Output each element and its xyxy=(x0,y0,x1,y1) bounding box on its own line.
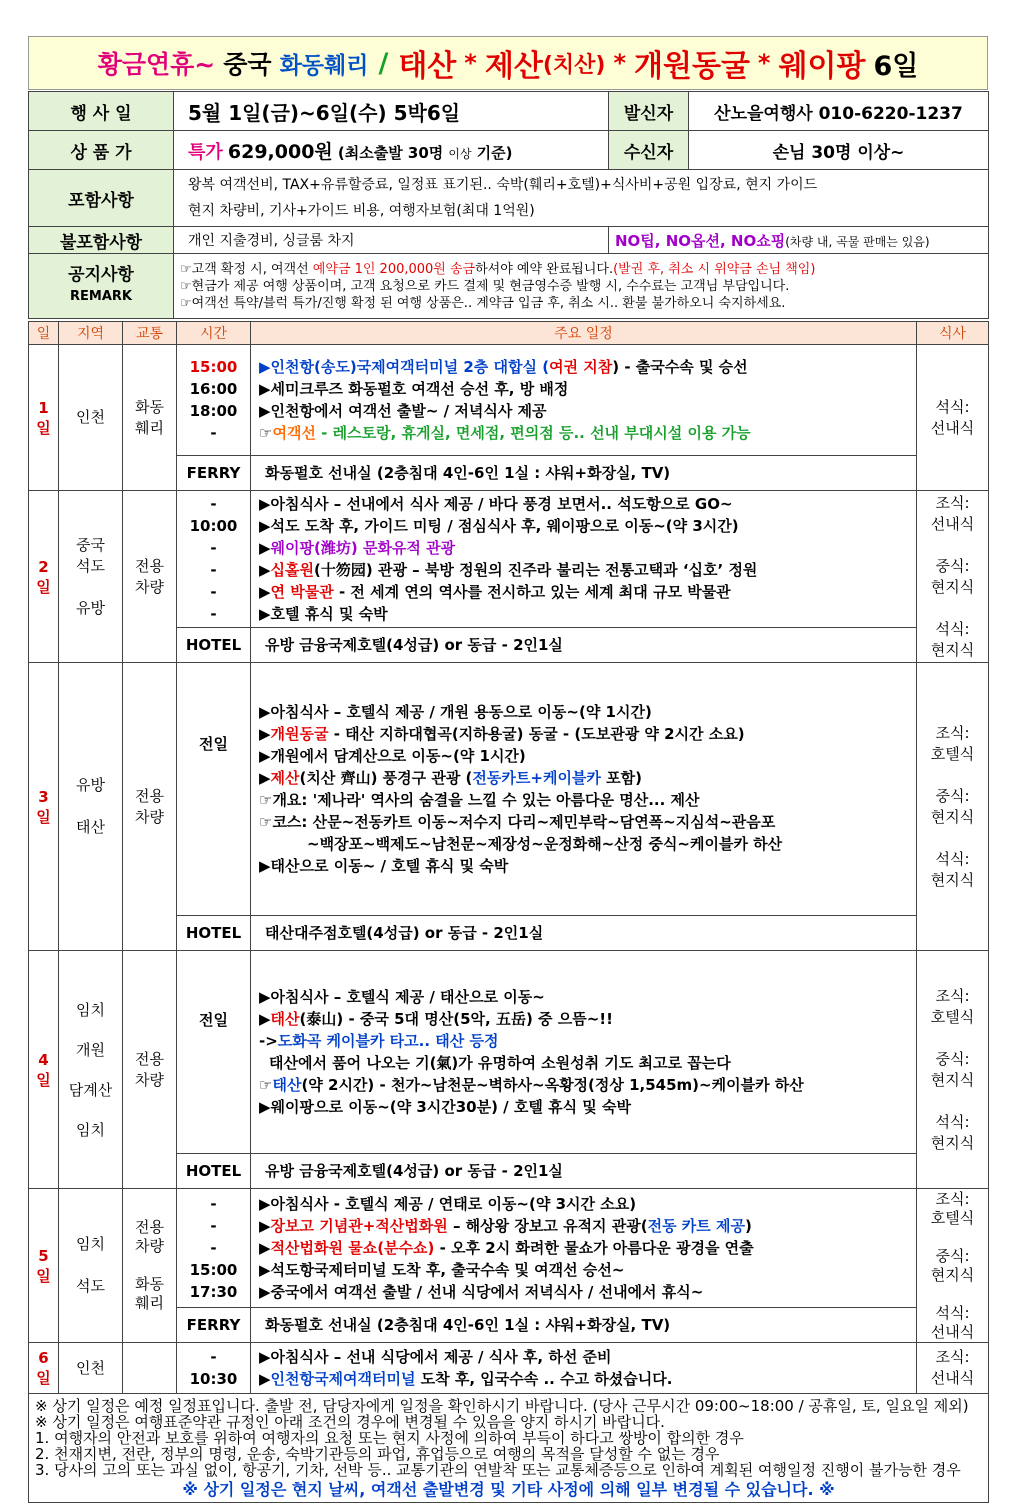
col-day: 일 xyxy=(29,322,59,345)
footer-line: 1. 여행자의 안전과 보호를 위하여 여행자의 요청 또는 현지 사정에 의하여 부득이 하다고 쌍방이 합의한 경우 xyxy=(35,1429,744,1447)
schedule-line: ▶석도 도착 후, 가이드 미팅 / 점심식사 후, 웨이팡으로 이동~(약 3시간) xyxy=(259,517,739,535)
schedule-text: 도착 후, 입국수속 .. 수고 하셨습니다. xyxy=(415,1370,673,1388)
day-schedule xyxy=(251,1343,917,1394)
stay-label: HOTEL xyxy=(177,628,251,663)
title-jesan: 제산 xyxy=(484,49,543,84)
schedule-text: ▶ xyxy=(259,1217,271,1235)
price-note3: 기준) xyxy=(476,143,513,162)
notice-text-part: 하셔야 예약 완료됩니다. xyxy=(475,261,614,277)
schedule-highlight: 개원동굴 xyxy=(270,725,329,743)
exclude-note: (차량 내, 곡물 판매는 있음) xyxy=(785,234,930,249)
stay-value: 태산대주점호텔(4성급) or 동급 - 2인1실 xyxy=(251,916,917,951)
footer-line: 3. 당사의 고의 또는 과실 없이, 항공기, 기차, 선박 등.. 교통기관의 연발착 또는 교통체증등으로 인하여 계획된 여행일정 진행이 불가능한 경우 xyxy=(35,1461,961,1479)
schedule-text: – 해상왕 장보고 유적지 관광( xyxy=(447,1217,648,1235)
notice-label: 공지사항 xyxy=(68,265,134,285)
include-line: 왕복 여객선비, TAX+유류할증료, 일정표 표기된.. 숙박(훼리+호텔)+식사비+공원 입장료, 현지 가이드 xyxy=(188,177,818,193)
schedule-text: ▶ xyxy=(259,539,271,557)
day-number: 5 일 xyxy=(29,1189,59,1343)
schedule-line xyxy=(259,356,916,378)
title-weifang: 웨이팡 xyxy=(778,49,866,84)
day-times: 15:00 16:00 18:00 - xyxy=(177,345,251,456)
notice-label-cell xyxy=(29,254,174,319)
schedule-highlight: 인천항국제여객터미널 xyxy=(270,1370,416,1388)
day-number: 1 일 xyxy=(29,345,59,491)
day-meal: 석식: 선내식 xyxy=(917,345,989,491)
day-times: - 10:00 - - - - xyxy=(177,491,251,628)
schedule-highlight: 태산 xyxy=(272,1076,302,1094)
day-number: 4 일 xyxy=(29,951,59,1189)
schedule-highlight: 십홀원 xyxy=(270,561,315,579)
notice-line xyxy=(180,261,988,278)
schedule-line: ▶개원에서 담계산으로 이동~(약 1시간) xyxy=(259,747,526,765)
notice-deposit: 예약금 1인 200,000원 송금 xyxy=(312,261,476,277)
schedule-highlight: 태산 xyxy=(270,1010,300,1028)
exclude-value: 개인 지출경비, 싱글룸 차지 xyxy=(174,227,609,254)
stay-label: HOTEL xyxy=(177,1154,251,1189)
schedule-text: (泰山) - 중국 5대 명산(5악, 五岳) 중 으뜸~!! xyxy=(299,1010,613,1028)
schedule-text: (치산 齊山) 풍경구 관광 ( xyxy=(299,769,473,787)
schedule-highlight: 전동 카트 제공 xyxy=(647,1217,745,1235)
schedule-line: ▶아침식사 – 선내 식당에서 제공 / 식사 후, 하선 준비 xyxy=(259,1348,612,1366)
schedule-text: ▶인천항(송도)국제여객터미널 2층 대합실 ( xyxy=(259,358,550,376)
schedule-line: ☞개요: '제나라' 역사의 숨결을 느낄 수 있는 아름다운 명산... 제산 xyxy=(259,791,700,809)
receiver-value: 손님 30명 이상~ xyxy=(689,131,989,170)
day-number: 3 일 xyxy=(29,663,59,951)
notice-text xyxy=(174,254,989,319)
schedule-line: ▶아침식사 – 호텔식 제공 / 개원 용동으로 이동~(약 1시간) xyxy=(259,703,652,721)
schedule-line: ▶아침식사 – 호텔식 제공 / 태산으로 이동~ xyxy=(259,988,545,1006)
notice-line: ☞현금가 제공 여행 상품이며, 고객 요청으로 카드 결제 및 현금영수증 발행 시, 수수료는 고객님 부담입니다. xyxy=(180,278,790,294)
schedule-line: ▶아침식사 – 선내에서 식사 제공 / 바다 풍경 보면서.. 석도항으로 GO~ xyxy=(259,495,733,513)
stay-value: 화동펄호 선내실 (2층침대 4인-6인 1실 : 샤워+화장실, TV) xyxy=(251,456,917,491)
footer-line: 2. 천재지변, 전란, 정부의 명령, 운송, 숙박기관등의 파업, 휴업등으로 여행의 목적을 달성할 수 없는 경우 xyxy=(35,1445,720,1463)
title-taishan: 태산 xyxy=(398,49,457,84)
col-region: 지역 xyxy=(59,322,123,345)
stay-label: FERRY xyxy=(177,456,251,491)
schedule-line xyxy=(259,723,916,745)
notice-text-part: ☞고객 확정 시, 여객선 xyxy=(180,261,313,277)
schedule-line xyxy=(259,422,916,444)
page-title xyxy=(28,36,988,90)
schedule-line: ~백장포~백제도~남천문~제장성~운정화해~산정 중식~케이블카 하산 xyxy=(307,835,783,853)
day-schedule xyxy=(251,345,917,456)
sender-label: 발신자 xyxy=(609,92,689,131)
day-transport: 전용 차량 xyxy=(123,951,177,1189)
price-note2: 이상 xyxy=(448,146,472,161)
day-transport xyxy=(123,1343,177,1394)
day-region: 중국 석도 유방 xyxy=(59,491,123,663)
schedule-text: 포함) xyxy=(600,769,642,787)
day-transport: 전용 차량 화동 훼리 xyxy=(123,1189,177,1343)
schedule-text: ☞ xyxy=(259,1076,273,1094)
day-schedule xyxy=(251,1189,917,1308)
col-schedule: 주요 일정 xyxy=(251,322,917,345)
schedule-line xyxy=(259,537,916,559)
day-meal: 조식: 호텔식 중식: 현지식 석식: 현지식 xyxy=(917,951,989,1189)
schedule-highlight: 여객선 xyxy=(272,424,316,442)
day-transport: 전용 차량 xyxy=(123,663,177,951)
price-special: 특가 xyxy=(188,141,223,163)
schedule-line xyxy=(259,767,916,789)
schedule-line: ▶세미크루즈 화동펄호 여객선 승선 후, 방 배정 xyxy=(259,380,569,398)
include-line: 현지 차량비, 기사+가이드 비용, 여행자보험(최대 1억원) xyxy=(188,203,535,219)
schedule-line: ▶중국에서 여객선 출발 / 선내 식당에서 저녁식사 / 선내에서 휴식~ xyxy=(259,1283,704,1301)
schedule-line xyxy=(259,581,916,603)
col-meal: 식사 xyxy=(917,322,989,345)
footer-line: ※ 상기 일정은 여행표준약관 규정인 아래 조건의 경우에 변경될 수 있음을 양지 하시기 바랍니다. xyxy=(35,1413,665,1431)
price-value: 629,000원 xyxy=(227,140,333,163)
footer-notes xyxy=(29,1394,989,1503)
include-value xyxy=(174,170,989,227)
day-region: 인천 xyxy=(59,345,123,491)
schedule-highlight: 적산법화원 물쇼(분수쇼) xyxy=(270,1239,435,1257)
schedule-line: ▶호텔 휴식 및 숙박 xyxy=(259,605,388,623)
stay-label: HOTEL xyxy=(177,916,251,951)
day-meal: 조식: 호텔식 중식: 현지식 석식: 현지식 xyxy=(917,663,989,951)
date-label: 행 사 일 xyxy=(29,92,174,131)
day-number: 6 일 xyxy=(29,1343,59,1394)
info-table xyxy=(28,91,989,319)
day-meal: 조식: 선내식 xyxy=(917,1343,989,1394)
date-value: 5월 1일(금)~6일(수) 5박6일 xyxy=(174,92,609,131)
exclude-label: 불포함사항 xyxy=(29,227,174,254)
schedule-line xyxy=(259,1215,916,1237)
schedule-text: (약 2시간) - 천가~남천문~벽하사~옥황정(정상 1,545m)~케이블카 하산 xyxy=(301,1076,804,1094)
schedule-highlight: 웨이팡(潍坊) 문화유적 관광 xyxy=(270,539,456,557)
stay-value: 유방 금융국제호텔(4성급) or 동급 - 2인1실 xyxy=(251,1154,917,1189)
schedule-line xyxy=(259,1030,916,1052)
schedule-text: ▶ xyxy=(259,583,271,601)
schedule-line xyxy=(259,1008,916,1030)
stay-label: FERRY xyxy=(177,1308,251,1343)
schedule-highlight: 연 박물관 xyxy=(270,583,334,601)
notice-line: ☞여객선 특약/블럭 특가/진행 확정 된 여행 상품은.. 계약금 입금 후, 취소 시.. 환불 불가하오니 숙지하세요. xyxy=(180,295,786,311)
title-holiday: 황금연휴~ xyxy=(97,50,216,79)
title-chisan: (치산) xyxy=(542,52,606,78)
schedule-text: ▶ xyxy=(259,561,271,579)
day-region: 임치 개원 담계산 임치 xyxy=(59,951,123,1189)
day-transport: 전용 차량 xyxy=(123,491,177,663)
schedule-highlight: 장보고 기념관+적산법화원 xyxy=(270,1217,448,1235)
sender-value: 산노을여행사 010-6220-1237 xyxy=(689,92,989,131)
schedule-text: - 태산 지하대협곡(지하용굴) 동굴 - (도보관광 약 2시간 소요) xyxy=(328,725,745,743)
itinerary-page xyxy=(28,36,988,1503)
schedule-line xyxy=(259,559,916,581)
stay-value: 화동펄호 선내실 (2층침대 4인-6인 1실 : 샤워+화장실, TV) xyxy=(251,1308,917,1343)
time-first: 15:00 xyxy=(189,358,238,376)
schedule-text: ☞ xyxy=(259,424,273,442)
title-star: * xyxy=(757,49,771,77)
schedule-line: 태산에서 품어 나오는 기(氣)가 유명하여 소원성취 기도 최고로 꼽는다 xyxy=(269,1054,731,1072)
day-transport: 화동 훼리 xyxy=(123,345,177,491)
day-times: - - - 15:00 17:30 xyxy=(177,1189,251,1308)
schedule-text: - 레스토랑, 휴게실, 면세점, 편의점 등.. 선내 부대시설 이용 가능 xyxy=(315,424,751,442)
schedule-line xyxy=(259,1237,916,1259)
itinerary-table xyxy=(28,321,989,1503)
schedule-line xyxy=(259,1368,916,1390)
price-note: (최소출발 30명 xyxy=(337,143,444,162)
schedule-line: ☞코스: 산문~전동카트 이동~저수지 다리~제민부락~담연폭~지심석~관음포 xyxy=(259,813,776,831)
day-times: 전일 xyxy=(177,663,251,916)
schedule-line: ▶웨이팡으로 이동~(약 3시간30분) / 호텔 휴식 및 숙박 xyxy=(259,1098,631,1116)
title-star: * xyxy=(464,49,477,77)
schedule-line: ▶아침식사 - 호텔식 제공 / 연태로 이동~(약 3시간 소요) xyxy=(259,1195,637,1213)
schedule-highlight: 제산 xyxy=(270,769,300,787)
day-schedule xyxy=(251,951,917,1154)
schedule-text: ▶ xyxy=(259,1239,271,1257)
schedule-highlight: 여권 지참 xyxy=(549,358,613,376)
schedule-line: ▶인천항에서 여객선 출발~ / 저녁식사 제공 xyxy=(259,402,547,420)
title-days: 6일 xyxy=(873,50,919,82)
title-ferry: 화동훼리 xyxy=(279,52,369,79)
schedule-text: ▶ xyxy=(259,725,271,743)
title-slash: / xyxy=(378,47,389,79)
price-cell xyxy=(174,131,609,170)
day-schedule xyxy=(251,663,917,916)
day-number: 2 일 xyxy=(29,491,59,663)
col-time: 시간 xyxy=(177,322,251,345)
footer-line: ※ 상기 일정은 예정 일정표입니다. 출발 전, 담당자에게 일정을 확인하시기 바랍니다. (당사 근무시간 09:00~18:00 / 공휴일, 토, 일요일 제외) xyxy=(35,1397,969,1415)
schedule-text: ▶ xyxy=(259,1010,271,1028)
title-gaewon: 개원동굴 xyxy=(634,49,750,84)
day-meal: 조식: 선내식 중식: 현지식 석식: 현지식 xyxy=(917,491,989,663)
schedule-text: ) xyxy=(744,1217,752,1235)
schedule-text: - 전 세계 연의 역사를 전시하고 있는 세계 최대 규모 박물관 xyxy=(333,583,731,601)
day-meal: 조식: 호텔식 중식: 현지식 석식: 선내식 xyxy=(917,1189,989,1343)
schedule-text: - 오후 2시 화려한 물쇼가 아름다운 광경을 연출 xyxy=(434,1239,754,1257)
notice-label-en: REMARK xyxy=(70,289,132,304)
schedule-line: ▶태산으로 이동~ / 호텔 휴식 및 숙박 xyxy=(259,857,509,875)
schedule-line: ▶석도항국제터미널 도착 후, 출국수속 및 여객선 승선~ xyxy=(259,1261,625,1279)
day-region: 인천 xyxy=(59,1343,123,1394)
schedule-highlight: 전동카트+케이블카 xyxy=(472,769,601,787)
day-times: 전일 xyxy=(177,951,251,1154)
schedule-text: ▶ xyxy=(259,1370,271,1388)
title-star: * xyxy=(613,49,626,77)
exclude-no: NO팁, NO옵션, NO쇼핑 xyxy=(615,231,786,250)
stay-value: 유방 금융국제호텔(4성급) or 동급 - 2인1실 xyxy=(251,628,917,663)
receiver-label: 수신자 xyxy=(609,131,689,170)
schedule-line xyxy=(259,1074,916,1096)
title-china: 중국 xyxy=(223,50,272,79)
footer-final-notice: ※ 상기 일정은 현지 날씨, 여객선 출발변경 및 기타 사정에 의해 일부 변경될 수 있습니다. ※ xyxy=(182,1480,835,1499)
notice-penalty: (발권 후, 취소 시 위약금 손님 책임) xyxy=(613,261,816,277)
schedule-text: -> xyxy=(259,1032,278,1050)
day-region: 유방 태산 xyxy=(59,663,123,951)
day-region: 임치 석도 xyxy=(59,1189,123,1343)
price-label: 상 품 가 xyxy=(29,131,174,170)
include-label: 포함사항 xyxy=(29,170,174,227)
schedule-text: ▶ xyxy=(259,769,271,787)
day-times: - 10:30 xyxy=(177,1343,251,1394)
day-schedule xyxy=(251,491,917,628)
schedule-text: (十笏园) 관광 – 북방 정원의 진주라 불리는 전통고택과 ‘십호’ 정원 xyxy=(314,561,758,579)
exclude-no-cell xyxy=(609,227,989,254)
col-transport: 교통 xyxy=(123,322,177,345)
schedule-text: ) - 출국수속 및 승선 xyxy=(612,358,748,376)
schedule-highlight: 도화곡 케이블카 타고.. 태산 등정 xyxy=(277,1032,499,1050)
